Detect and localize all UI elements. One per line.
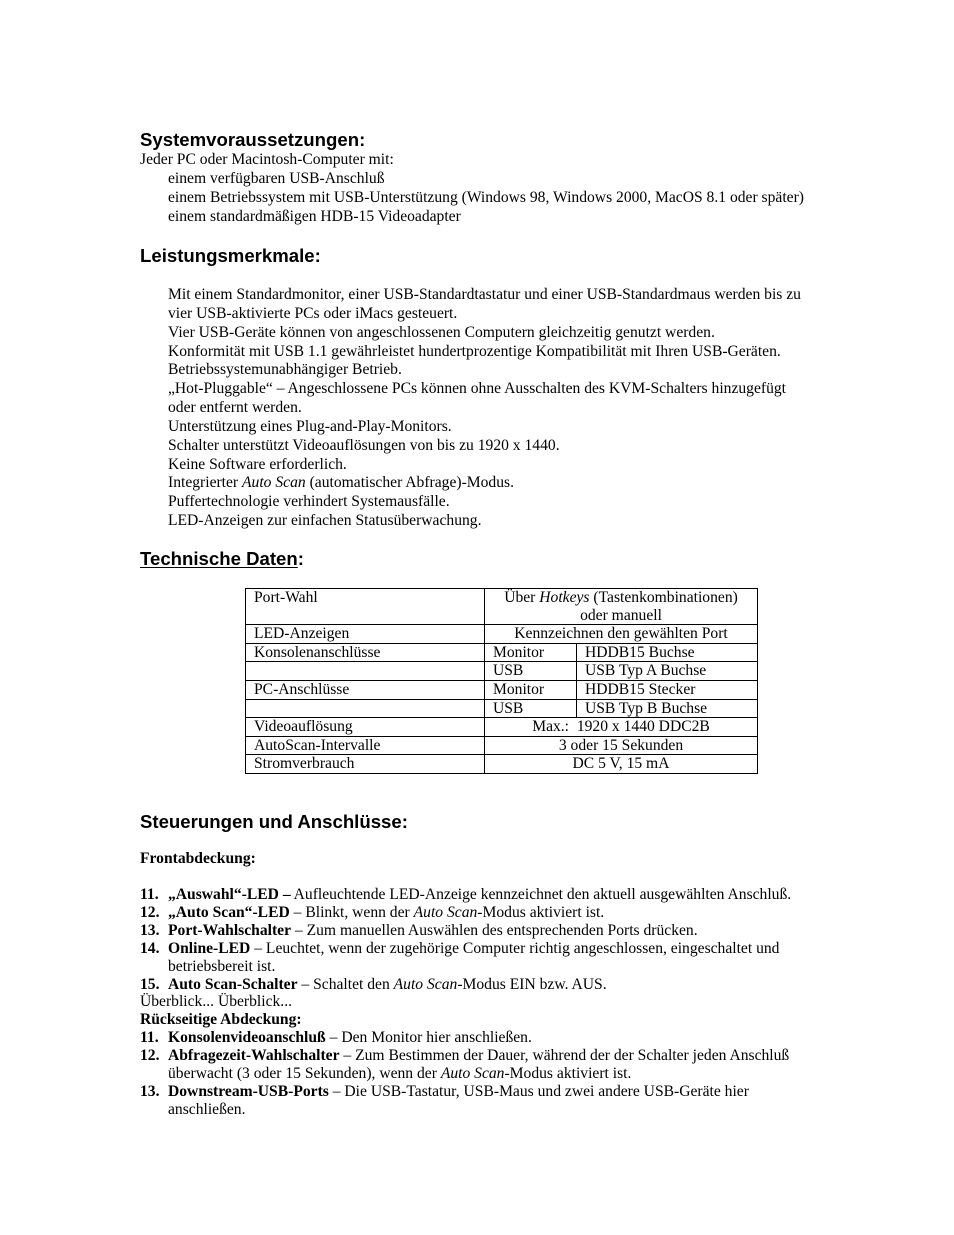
- spec-label: Konsolenanschlüsse: [246, 643, 485, 662]
- feature-item: [168, 474, 811, 493]
- spec-value: DC 5 V, 15 mA: [485, 755, 758, 774]
- item-text: [168, 1083, 810, 1119]
- feature-item: „Hot-Pluggable“ – Angeschlossene PCs können ohne Ausschalten des KVM-Schalters hinzugefügt oder entfernt werden.: [168, 380, 787, 417]
- empty-cell: [246, 699, 485, 718]
- feature-item: Betriebssystemunabhängiger Betrieb.: [168, 361, 402, 379]
- item-description: – Blinkt, wenn der: [289, 903, 414, 921]
- spec-type: Monitor: [485, 680, 577, 699]
- table-row: [246, 643, 758, 662]
- requirement-item: einem Betriebssystem mit USB-Unterstützung (Windows 98, Windows 2000, MacOS 8.1 oder später): [168, 189, 804, 206]
- item-description: -Modus aktiviert ist.: [477, 903, 605, 921]
- item-label: „Auswahl“-LED –: [168, 886, 291, 903]
- system-requirements-heading: Systemvoraussetzungen:: [140, 129, 366, 150]
- specs-heading-text: Technische Daten: [140, 548, 298, 569]
- spec-label: Port-Wahl: [246, 589, 485, 625]
- table-row: [246, 589, 758, 625]
- item-label: Port-Wahlschalter: [168, 921, 291, 939]
- item-text: [168, 1029, 810, 1047]
- list-item: [140, 976, 820, 994]
- item-description: -Modus aktiviert ist.: [504, 1065, 632, 1083]
- spec-label: Videoauflösung: [246, 718, 485, 737]
- item-description: Aufleuchtende LED-Anzeige kennzeichnet den aktuell ausgewählten Anschluß.: [290, 886, 792, 903]
- item-number: 15.: [140, 975, 160, 993]
- item-text: [168, 904, 810, 922]
- empty-cell: [246, 662, 485, 681]
- item-text: [168, 922, 810, 940]
- table-row: [246, 680, 758, 699]
- specs-heading: [140, 548, 304, 570]
- specs-heading-suffix: :: [297, 548, 304, 569]
- requirement-item: einem standardmäßigen HDB-15 Videoadapter: [168, 208, 461, 225]
- item-description: -Modus EIN bzw. AUS.: [457, 975, 607, 993]
- item-label: Konsolenvideoanschluß: [168, 1029, 326, 1047]
- spec-value: USB Typ A Buchse: [577, 662, 758, 681]
- item-label: „Auto Scan“-LED: [168, 903, 290, 921]
- item-label: Auto Scan-Schalter: [168, 975, 298, 993]
- spec-type: Monitor: [485, 643, 577, 662]
- system-requirements: [140, 150, 868, 226]
- features-heading: Leistungsmerkmale:: [140, 245, 321, 266]
- item-text: [168, 886, 810, 904]
- rear-panel-heading: Rückseitige Abdeckung:: [140, 1011, 302, 1029]
- requirement-item: einem verfügbaren USB-Anschluß: [168, 170, 385, 187]
- spec-value: HDDB15 Buchse: [577, 643, 758, 662]
- list-item: [140, 904, 820, 922]
- feature-item: Mit einem Standardmonitor, einer USB-Standardtastatur und einer USB-Standardmaus werden bis zu vier USB-aktivierte PCs oder iMacs gesteuert.: [168, 286, 801, 322]
- list-item: [140, 886, 820, 904]
- feature-item: Vier USB-Geräte können von angeschlossenen Computern gleichzeitig genutzt werden.: [168, 323, 715, 341]
- item-emphasis: Auto Scan: [440, 1065, 505, 1083]
- item-description: – Zum manuellen Auswählen des entsprechenden Ports drücken.: [291, 921, 698, 939]
- features-list: [168, 286, 811, 531]
- spec-value-text: Über: [504, 589, 540, 606]
- item-description: – Den Monitor hier anschließen.: [325, 1029, 532, 1047]
- list-item: [140, 1047, 820, 1083]
- controls-list: [140, 886, 820, 1119]
- spec-value: 3 oder 15 Sekunden: [485, 736, 758, 755]
- item-number: 11.: [140, 886, 159, 903]
- spec-type: USB: [485, 699, 577, 718]
- spec-value-text: Max.: 1920 x 1440 DDC2B: [532, 718, 710, 736]
- table-row: [246, 625, 758, 644]
- item-number: 14.: [140, 939, 160, 957]
- item-text: [168, 976, 810, 994]
- table-row: [246, 699, 758, 718]
- spec-type: USB: [485, 662, 577, 681]
- item-label: Downstream-USB-Ports: [168, 1082, 329, 1100]
- feature-item: Konformität mit USB 1.1 gewährleistet hundertprozentige Kompatibilität mit Ihren USB-Geräten.: [168, 342, 781, 360]
- feature-item: Schalter unterstützt Videoauflösungen von bis zu 1920 x 1440.: [168, 436, 560, 454]
- item-number: 11.: [140, 1029, 159, 1047]
- feature-emphasis: Auto Scan: [242, 474, 306, 492]
- spec-value: [485, 589, 758, 625]
- item-label: Abfragezeit-Wahlschalter: [168, 1047, 340, 1065]
- list-item: [140, 1029, 820, 1047]
- table-row: [246, 662, 758, 681]
- feature-text: (automatischer Abfrage)-Modus.: [305, 474, 514, 492]
- table-row: [246, 718, 758, 737]
- item-description: – Zum Bestimmen der Dauer, während der der Schalter jeden Anschluß überwacht (3 oder 15 Sekunden), wenn der: [168, 1047, 790, 1083]
- list-item: [140, 1083, 820, 1119]
- feature-item: Puffertechnologie verhindert Systemausfälle.: [168, 493, 450, 511]
- item-number: 12.: [140, 1047, 160, 1065]
- item-text: [168, 1047, 810, 1083]
- list-item: [140, 940, 820, 976]
- item-emphasis: Auto Scan: [413, 903, 478, 921]
- overview-text: Überblick... Überblick...: [140, 993, 292, 1011]
- item-label: Online-LED: [168, 939, 251, 957]
- spec-label: PC-Anschlüsse: [246, 680, 485, 699]
- spec-label: Stromverbrauch: [246, 755, 485, 774]
- feature-item: LED-Anzeigen zur einfachen Statusüberwachung.: [168, 512, 482, 530]
- spec-value: USB Typ B Buchse: [577, 699, 758, 718]
- item-emphasis: Auto Scan: [393, 975, 458, 993]
- table-row: [246, 755, 758, 774]
- list-item: [140, 922, 820, 940]
- specs-table: [245, 588, 758, 774]
- front-panel-heading: Frontabdeckung:: [140, 850, 256, 867]
- item-description: – Schaltet den: [297, 975, 394, 993]
- feature-item: Unterstützung eines Plug-and-Play-Monitors.: [168, 417, 452, 435]
- spec-label: AutoScan-Intervalle: [246, 736, 485, 755]
- spec-value: [485, 718, 758, 737]
- spec-value: HDDB15 Stecker: [577, 680, 758, 699]
- controls-heading: Steuerungen und Anschlüsse:: [140, 811, 408, 832]
- item-text: [168, 940, 810, 976]
- spec-value-emphasis: Hotkeys: [539, 589, 590, 606]
- spec-value: Kennzeichnen den gewählten Port: [485, 625, 758, 644]
- table-row: [246, 736, 758, 755]
- item-number: 12.: [140, 903, 160, 921]
- system-requirements-intro: Jeder PC oder Macintosh-Computer mit:: [140, 151, 394, 168]
- feature-item: Keine Software erforderlich.: [168, 455, 347, 473]
- item-description: – Leuchtet, wenn der zugehörige Computer richtig angeschlossen, eingeschaltet und betriebsbereit ist.: [168, 939, 780, 975]
- feature-text: Integrierter: [168, 474, 243, 492]
- spec-label: LED-Anzeigen: [246, 625, 485, 644]
- spec-value-text: (Tastenkombinationen) oder manuell: [580, 589, 738, 624]
- item-number: 13.: [140, 1082, 160, 1100]
- item-description: – Die USB-Tastatur, USB-Maus und zwei andere USB-Geräte hier anschließen.: [168, 1082, 749, 1118]
- item-number: 13.: [140, 921, 160, 939]
